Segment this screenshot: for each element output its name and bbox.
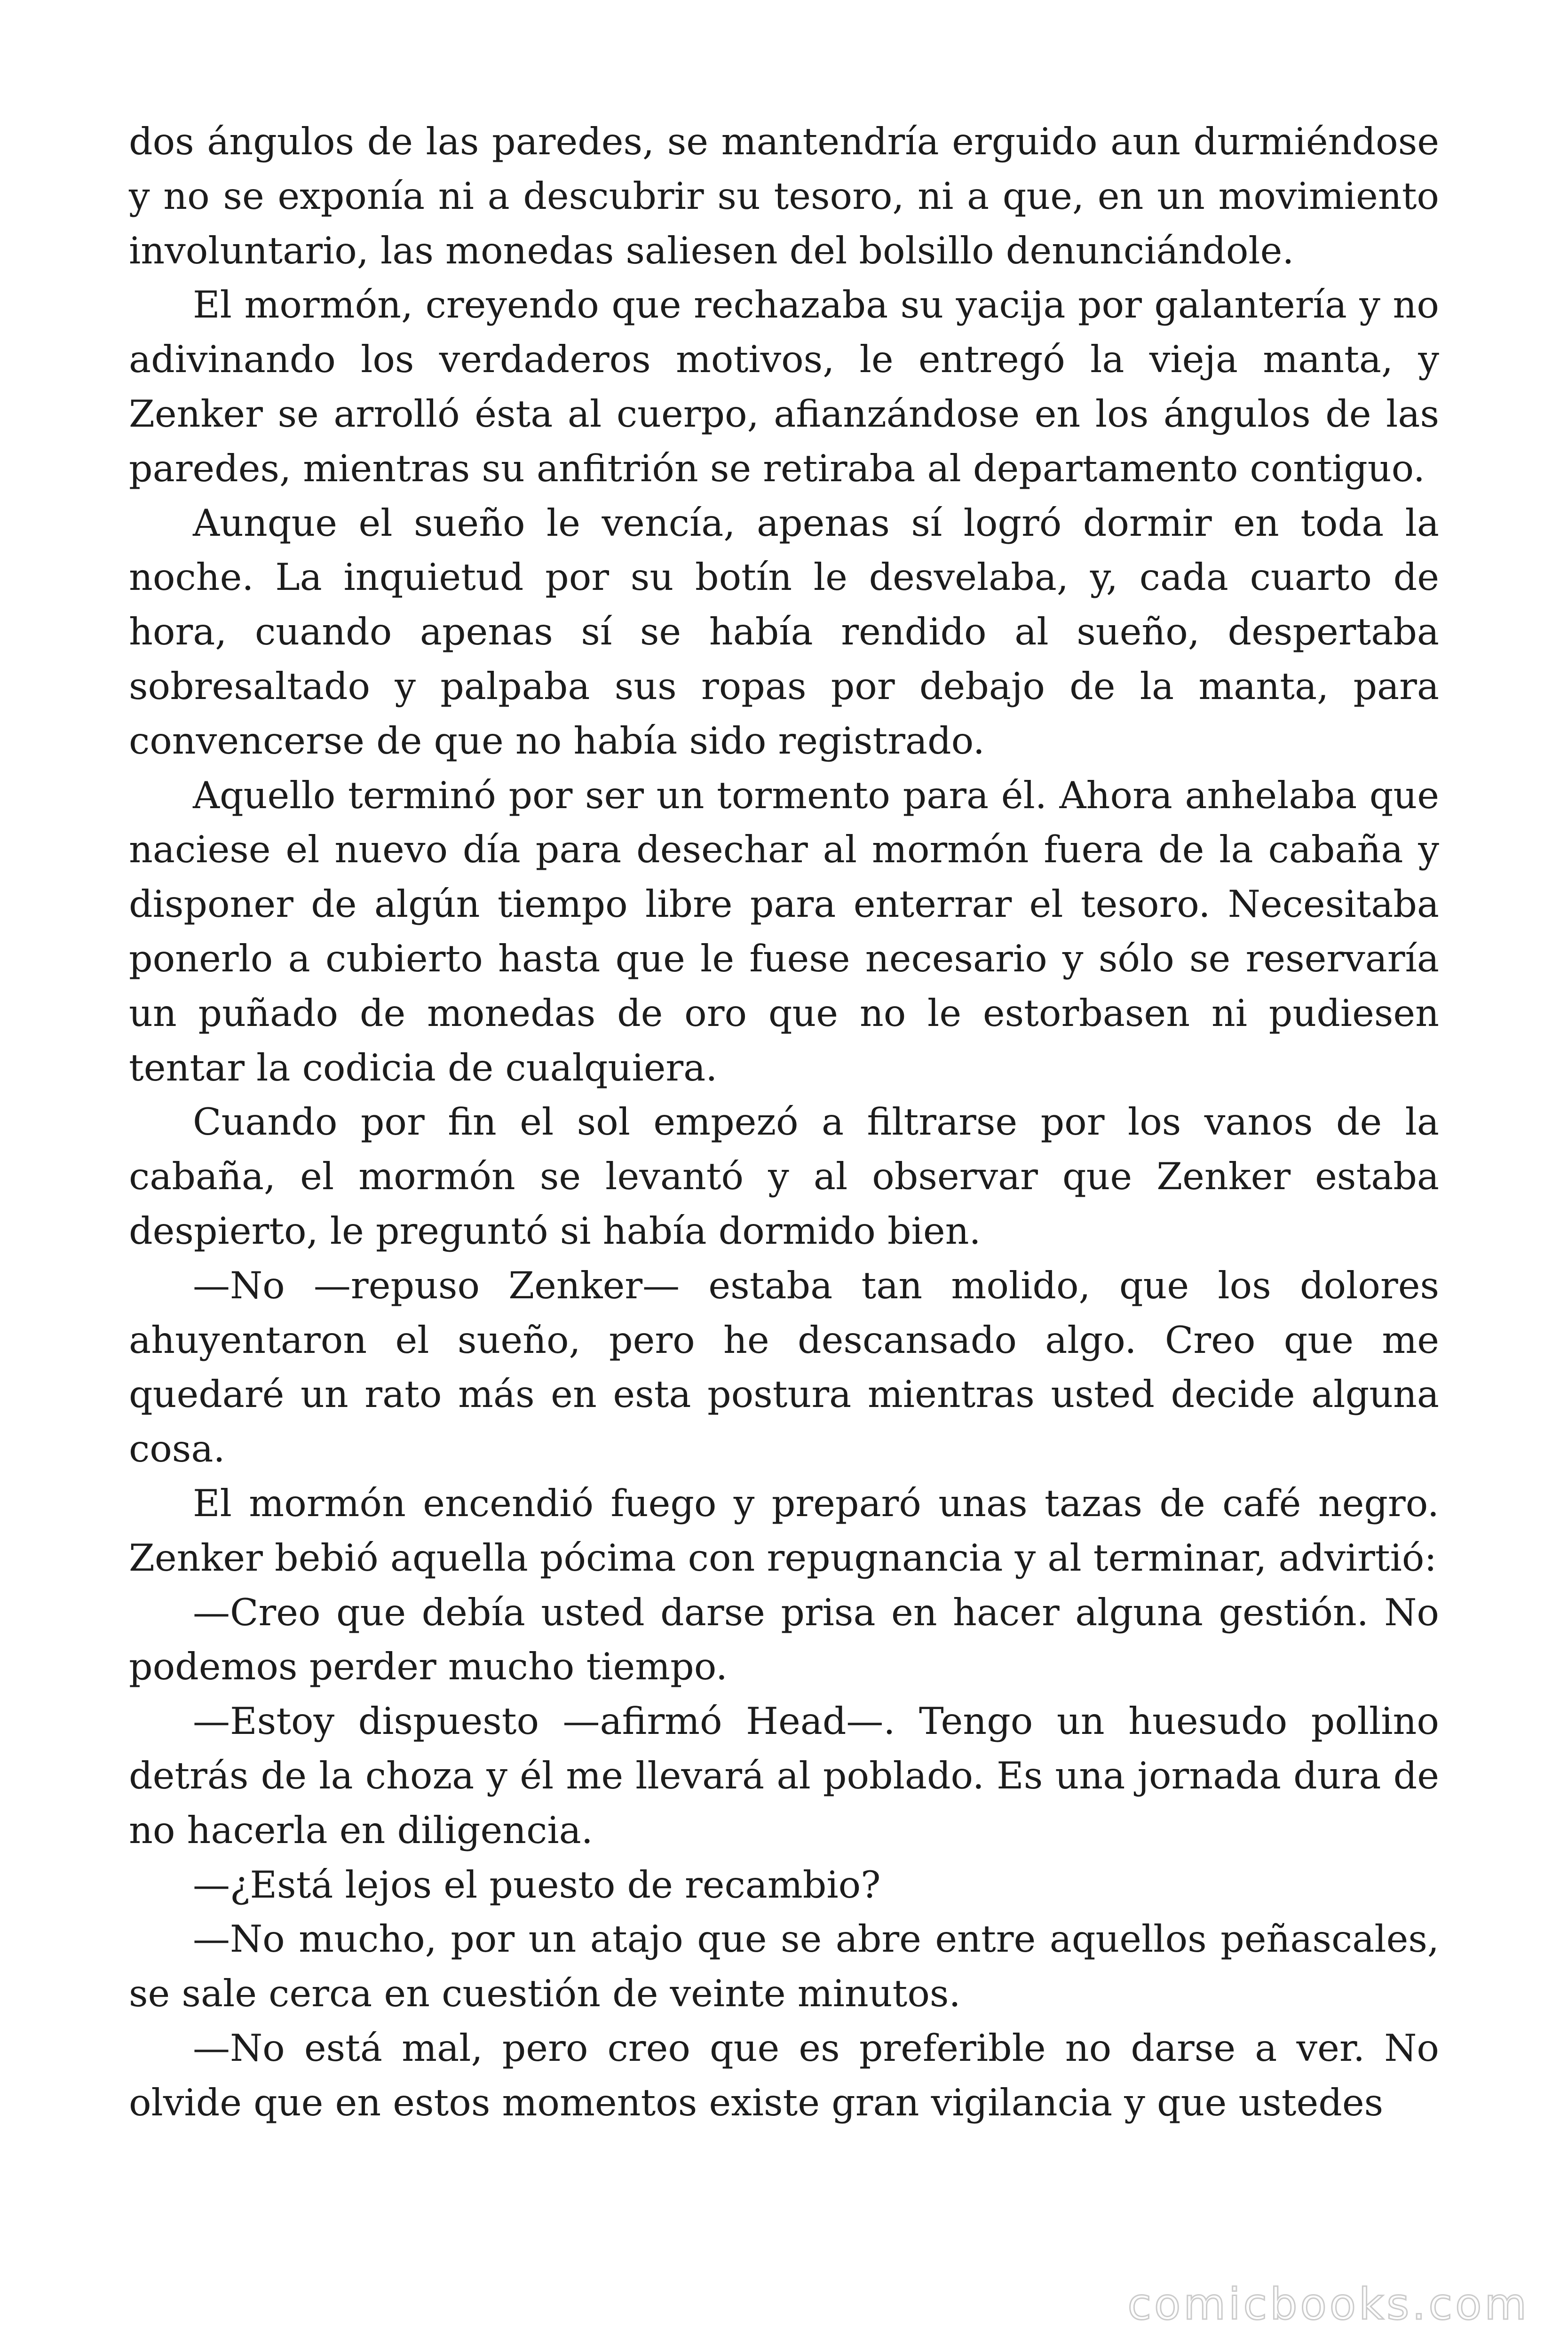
paragraph: Aunque el sueño le vencía, apenas sí logró dormir en toda la noche. La inquietud por su botín le desvelaba, y, cada cuarto de hora, cuando apenas sí se había rendido al sueño, despertaba sobresaltado y palpaba sus ropas por debajo de la manta, para convencerse de que no había sido registrado. xyxy=(129,501,1439,763)
paragraph: —No —repuso Zenker— estaba tan molido, que los dolores ahuyentaron el sueño, pero he descansado algo. Creo que me quedaré un rato más en esta postura mientras usted decide alguna cosa. xyxy=(129,1263,1439,1471)
paragraph: —No mucho, por un atajo que se abre entre aquellos peñascales, se sale cerca en cuestión de veinte minutos. xyxy=(129,1917,1439,2016)
paragraph: —Creo que debía usted darse prisa en hacer alguna gestión. No podemos perder mucho tiempo. xyxy=(129,1590,1439,1689)
paragraph: —No está mal, pero creo que es preferible no darse a ver. No olvide que en estos momentos existe gran vigilancia y que ustedes xyxy=(129,2026,1439,2124)
paragraph: El mormón, creyendo que rechazaba su yacija por galantería y no adivinando los verdaderos motivos, le entregó la vieja manta, y Zenker se arrolló ésta al cuerpo, afianzándose en los ángulos de las paredes, mientras su anfitrión se retiraba al departamento contiguo. xyxy=(129,283,1439,490)
book-page-body xyxy=(129,115,1439,2130)
watermark: comicbooks.com xyxy=(1127,2279,1529,2329)
paragraph: El mormón encendió fuego y preparó unas tazas de café negro. Zenker bebió aquella pócima con repugnancia y al terminar, advirtió: xyxy=(129,1481,1439,1580)
paragraph: —¿Está lejos el puesto de recambio? xyxy=(193,1863,881,1907)
paragraph: Cuando por fin el sol empezó a filtrarse por los vanos de la cabaña, el mormón se levantó y al observar que Zenker estaba despierto, le preguntó si había dormido bien. xyxy=(129,1100,1439,1253)
paragraph: dos ángulos de las paredes, se mantendría erguido aun durmiéndose y no se exponía ni a descubrir su tesoro, ni a que, en un movimiento involuntario, las monedas saliesen del bolsillo denunciándole. xyxy=(129,120,1439,272)
paragraph: Aquello terminó por ser un tormento para él. Ahora anhelaba que naciese el nuevo día para desechar al mormón fuera de la cabaña y disponer de algún tiempo libre para enterrar el tesoro. Necesitaba ponerlo a cubierto hasta que le fuese necesario y sólo se reservaría un puñado de monedas de oro que no le estorbasen ni pudiesen tentar la codicia de cualquiera. xyxy=(129,773,1439,1089)
paragraph: —Estoy dispuesto —afirmó Head—. Tengo un huesudo pollino detrás de la choza y él me llevará al poblado. Es una jornada dura de no hacerla en diligencia. xyxy=(129,1700,1439,1852)
